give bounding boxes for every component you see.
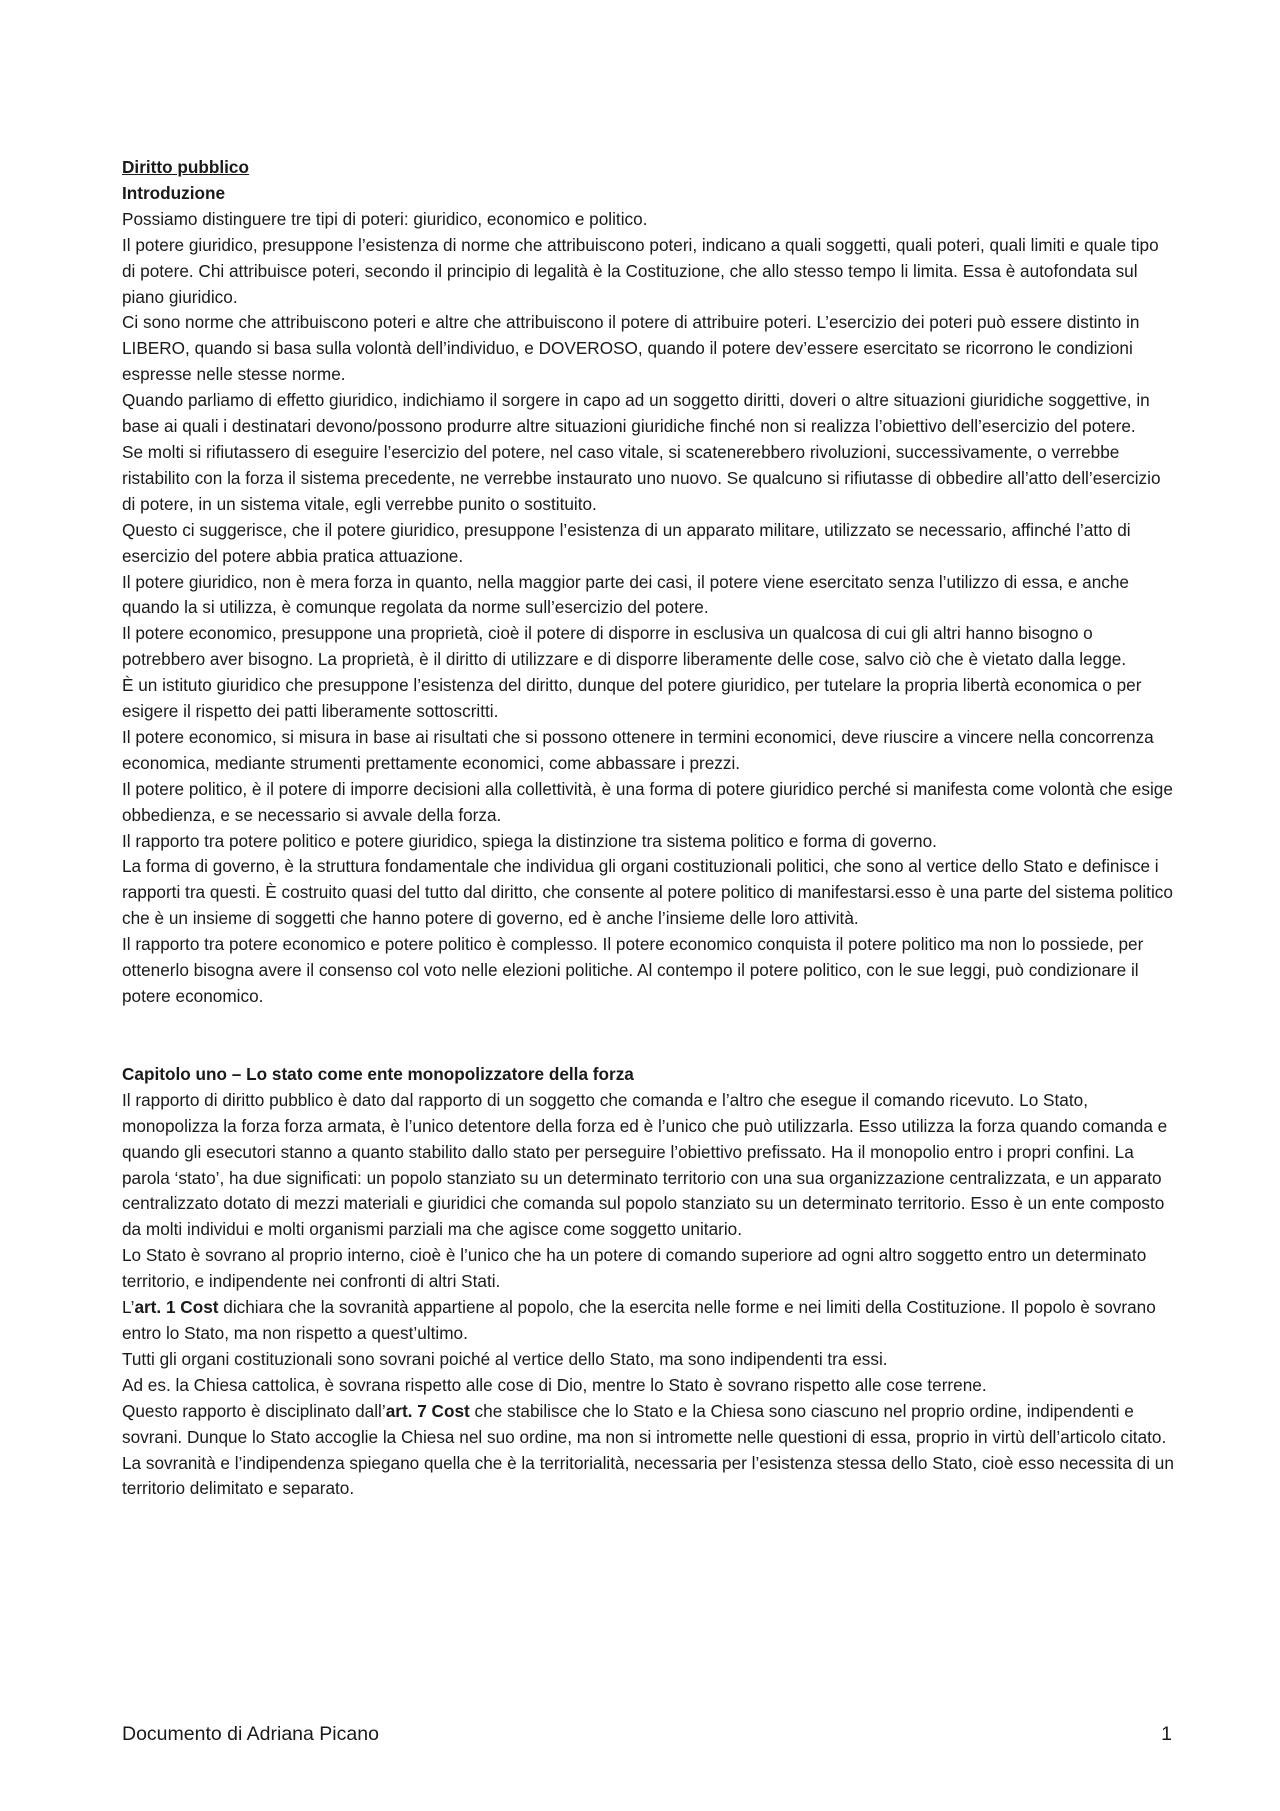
page-number: 1 <box>1161 1723 1172 1745</box>
document-title: Diritto pubblico <box>122 157 249 177</box>
intro-heading: Introduzione <box>122 182 226 203</box>
page-content <box>122 155 1174 1502</box>
intro-paragraph: Il rapporto tra potere economico e potere politico è complesso. Il potere economico conquista il potere politico ma non lo possiede, per ottenerlo bisogna avere il consenso col voto nelle elezioni politiche. Al contempo il potere politico, con le sue leggi, può condizionare il potere economico. <box>122 934 1144 1006</box>
intro-paragraph: Il potere politico, è il potere di imporre decisioni alla collettività, è una forma di potere giuridico perché si manifesta come volontà che esige obbedienza, e se necessario si avvale della forza. <box>122 778 1173 825</box>
intro-paragraph: Se molti si rifiutassero di eseguire l’esercizio del potere, nel caso vitale, si scatenerebbero rivoluzioni, successivamente, o verrebbe ristabilito con la forza il sistema precedente, ne verrebbe instaurato uno nuovo. Se qualcuno si rifiutasse di obbedire all’atto dell’esercizio di potere, in un sistema vitale, egli verrebbe punito o sostituito. <box>122 441 1161 514</box>
art1-paragraph <box>122 1295 1174 1347</box>
intro-paragraph: Ci sono norme che attribuiscono poteri e altre che attribuiscono il potere di attribuire poteri. L’esercizio dei poteri può essere distinto in LIBERO, quando si basa sulla volontà dell’individuo, e DOVEROSO, quando il potere dev’essere esercitato se ricorrono le condizioni espresse nelle stesse norme. <box>122 312 1140 385</box>
intro-paragraph: Il potere giuridico, presuppone l’esistenza di norme che attribuiscono poteri, indicano a quali soggetti, quali poteri, quali limiti e quale tipo di potere. Chi attribuisce poteri, secondo il principio di legalità è la Costituzione, che allo stesso tempo li limita. Essa è autofondata sul piano giuridico. <box>122 234 1159 307</box>
intro-paragraph: Quando parliamo di effetto giuridico, indichiamo il sorgere in capo ad un soggetto diritti, doveri o altre situazioni giuridiche soggettive, in base ai quali i destinatari devono/possono produrre altre situazioni giuridiche finché non si realizza l’obiettivo dell’esercizio del potere. <box>122 390 1150 437</box>
intro-paragraph: Questo ci suggerisce, che il potere giuridico, presuppone l’esistenza di un apparato militare, utilizzato se necessario, affinché l’atto di esercizio del potere abbia pratica attuazione. <box>122 519 1131 566</box>
chapter-paragraph: Il rapporto di diritto pubblico è dato dal rapporto di un soggetto che comanda e l’altro che esegue il comando ricevuto. Lo Stato, monopolizza la forza forza armata, è l’unico detentore della forza ed è l’unico che può utilizzarla. Esso utilizza la forza quando comanda e quando gli esecutori stanno a quanto stabilito dallo stato per perseguire l’obiettivo prefissato. Ha il monopolio entro i propri confini. La parola ‘stato’, ha due significati: un popolo stanziato su un determinato territorio con una sua organizzazione centralizzata, e un apparato centralizzato dotato di mezzi materiali e giuridici che comanda sul popolo stanziato su un determinato territorio. Esso è un ente composto da molti individui e molti organismi parziali ma che agisce come soggetto unitario. <box>122 1089 1168 1240</box>
art7-reference: art. 7 Cost <box>385 1400 470 1421</box>
art7-text: che stabilisce che lo Stato e la Chiesa sono ciascuno nel proprio ordine, indipendenti e sovrani. Dunque lo Stato accoglie la Chiesa nel suo ordine, ma non si intromette nelle questioni di essa, proprio in virtù dell’articolo citato. <box>122 1400 1167 1447</box>
art1-text: dichiara che la sovranità appartiene al popolo, che la esercita nelle forme e nei limiti della Costituzione. Il popolo è sovrano entro lo Stato, ma non rispetto a quest’ultimo. <box>122 1297 1156 1343</box>
intro-paragraph: Il potere economico, presuppone una proprietà, cioè il potere di disporre in esclusiva un qualcosa di cui gli altri hanno bisogno o potrebbero aver bisogno. La proprietà, è il diritto di utilizzare e di disporre liberamente delle cose, salvo ciò che è vietato dalla legge. <box>122 623 1127 670</box>
final-paragraph: La sovranità e l’indipendenza spiegano quella che è la territorialità, necessaria per l’esistenza stessa dello Stato, cioè esso necessita di un territorio delimitato e separato. <box>122 1452 1174 1499</box>
chapter-paragraph: Lo Stato è sovrano al proprio interno, cioè è l’unico che ha un potere di comando superiore ad ogni altro soggetto entro un determinato territorio, e indipendente nei confronti di altri Stati. <box>122 1245 1147 1292</box>
art1-reference: art. 1 Cost <box>134 1297 219 1318</box>
intro-paragraph: Il rapporto tra potere politico e potere giuridico, spiega la distinzione tra sistema politico e forma di governo. <box>122 830 937 851</box>
intro-paragraph: La forma di governo, è la struttura fondamentale che individua gli organi costituzionali politici, che sono al vertice dello Stato e definisce i rapporti tra questi. È costruito quasi del tutto dal diritto, che consente al potere politico di manifestarsi.esso è una parte del sistema politico che è un insieme di soggetti che hanno potere di governo, ed è anche l’insieme delle loro attività. <box>122 856 1173 929</box>
section-spacer <box>122 1010 1174 1062</box>
footer-author: Documento di Adriana Picano <box>122 1723 379 1745</box>
intro-paragraph: Possiamo distinguere tre tipi di poteri: giuridico, economico e politico. <box>122 208 648 229</box>
chapter-paragraph: Tutti gli organi costituzionali sono sovrani poiché al vertice dello Stato, ma sono indipendenti tra essi. <box>122 1348 888 1369</box>
page-footer <box>122 1722 1172 1746</box>
intro-paragraph: Il potere economico, si misura in base ai risultati che si possono ottenere in termini economici, deve riuscire a vincere nella concorrenza economica, mediante strumenti prettamente economici, come abbassare i prezzi. <box>122 726 1154 773</box>
chapter-paragraph: Ad es. la Chiesa cattolica, è sovrana rispetto alle cose di Dio, mentre lo Stato è sovrano rispetto alle cose terrene. <box>122 1374 987 1395</box>
art7-prefix: Questo rapporto è disciplinato dall’ <box>122 1400 386 1421</box>
intro-paragraph: Il potere giuridico, non è mera forza in quanto, nella maggior parte dei casi, il potere viene esercitato senza l’utilizzo di essa, e anche quando la si utilizza, è comunque regolata da norme sull’esercizio del potere. <box>122 571 1129 618</box>
art1-prefix: L’ <box>122 1297 135 1318</box>
art7-paragraph <box>122 1399 1174 1451</box>
intro-paragraph: È un istituto giuridico che presuppone l’esistenza del diritto, dunque del potere giuridico, per tutelare la propria libertà economica o per esigere il rispetto dei patti liberamente sottoscritti. <box>122 675 1142 722</box>
chapter-heading: Capitolo uno – Lo stato come ente monopolizzatore della forza <box>122 1063 634 1084</box>
